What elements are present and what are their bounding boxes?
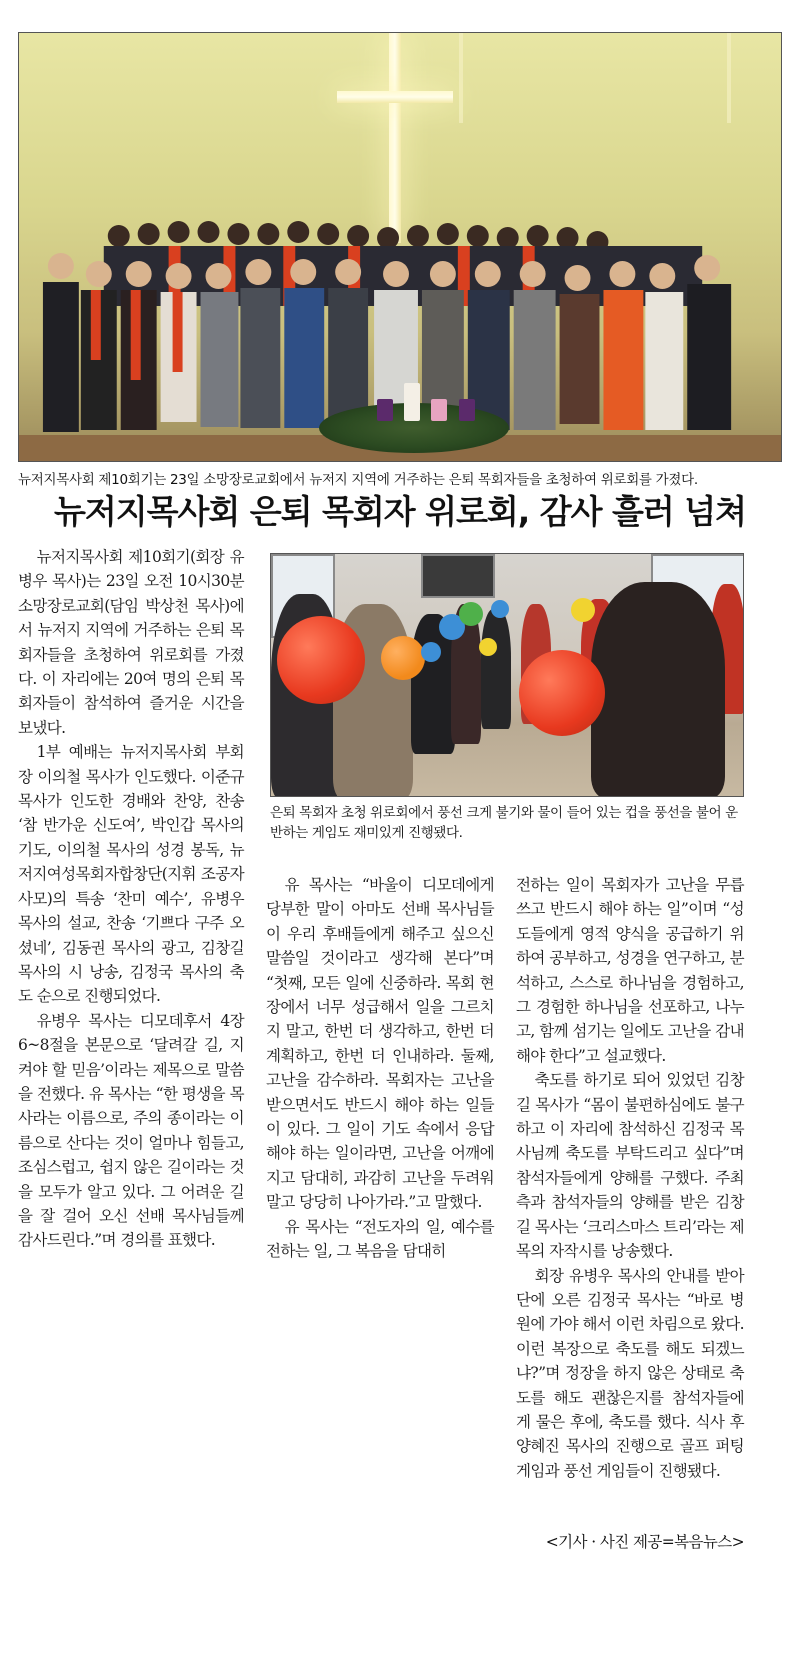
balloon-yellow bbox=[479, 638, 497, 656]
illuminated-cross-bar bbox=[337, 91, 453, 103]
wall-trim bbox=[459, 33, 463, 123]
group-photo bbox=[18, 32, 782, 462]
illuminated-cross bbox=[389, 33, 401, 243]
balloon-red bbox=[519, 650, 605, 736]
balloon-green bbox=[459, 602, 483, 626]
paragraph: 전하는 일이 목회자가 고난을 무릅쓰고 반드시 해야 하는 일”이며 “성도들에게 영적 양식을 공급하기 위하여 공부하고, 성경을 연구하고, 분석하고, 스스로 하나님을 경험하고, 그 경험한 하나님을 선포하고, 나누고, 함께 섬기는 일에도 고난을 감내해야 한다”고 설교했다. bbox=[516, 876, 744, 1065]
balloon-blue bbox=[491, 600, 509, 618]
article-headline: 뉴저지목사회 은퇴 목회자 위로회, 감사 흘러 넘쳐 bbox=[53, 492, 747, 531]
balloon-game-photo bbox=[270, 553, 744, 797]
paragraph: 1부 예배는 뉴저지목사회 부회장 이의철 목사가 인도했다. 이준규 목사가 인도한 경배와 찬양, 찬송 ‘참 반가운 신도여’, 박인갑 목사의 기도, 이의철 목사의 성경 봉독, 뉴저지여성목회자합창단(지휘 조공자 사모)의 특송 ‘찬미 예수’, 유병우 목사의 설교, 찬송 ‘기쁘다 구주 오셨네’, 김동권 목사의 광고, 김창길 목사의 시 낭송, 김정국 목사의 축도 순으로 진행되었다. bbox=[18, 743, 244, 1006]
article-column-2 bbox=[266, 873, 494, 1264]
wall-trim bbox=[727, 33, 731, 123]
photo-caption: 뉴저지목사회 제10회기는 23일 소망장로교회에서 뉴저지 지역에 거주하는 은퇴 목회자들을 초청하여 위로회를 가졌다. bbox=[18, 472, 698, 488]
balloon-red bbox=[277, 616, 365, 704]
balloon-yellow bbox=[571, 598, 595, 622]
balloon-blue bbox=[421, 642, 441, 662]
candle bbox=[404, 383, 420, 421]
article-column-3 bbox=[516, 873, 744, 1483]
paragraph: 유병우 목사는 디모데후서 4장 6~8절을 본문으로 ‘달려갈 길, 지켜야 할 믿음’이라는 제목으로 말씀을 전했다. 유 목사는 “한 평생을 목사라는 이름으로, 주의 종이라는 이름으로 산다는 것이 얼마나 힘들고, 조심스럽고, 쉽지 않은 길이라는 것을 모두가 알고 있다. 그 어려운 길을 잘 걸어 오신 선배 목사님들께 감사드린다.”며 경의를 표했다. bbox=[18, 1011, 244, 1250]
paragraph: 뉴저지목사회 제10회기(회장 유병우 목사)는 23일 오전 10시30분 소망장로교회(담임 박상천 목사)에서 뉴저지 지역에 거주하는 은퇴 목회자들을 초청하여 위로회를 가졌다. 이 자리에는 20여 명의 은퇴 목회자들이 참석하여 즐거운 시간을 보냈다. bbox=[18, 548, 244, 737]
paragraph: 회장 유병우 목사의 안내를 받아 단에 오른 김정국 목사는 “바로 병원에 가야 해서 이런 차림으로 왔다. 이런 복장으로 축도를 해도 되겠느냐?”며 정장을 하지 않은 상태로 축도를 해도 괜찮은지를 참석자들에게 물은 후에, 축도를 했다. 식사 후 양혜진 목사의 진행으로 골프 퍼팅 게임과 풍선 게임들이 진행됐다. bbox=[516, 1266, 744, 1480]
person bbox=[591, 582, 725, 797]
paragraph: 유 목사는 “전도자의 일, 예수를 전하는 일, 그 복음을 담대히 bbox=[266, 1217, 494, 1261]
person bbox=[481, 609, 511, 729]
candle bbox=[459, 399, 475, 421]
paragraph: 축도를 하기로 되어 있었던 김창길 목사가 “몸이 불편하심에도 불구하고 이 자리에 참석하신 김정국 목사님께 축도를 부탁드리고 싶다”며 참석자들에게 양해를 구했다. 주최측과 참석자들의 양해를 받은 김창길 목사는 ‘크리스마스 트리’라는 제목의 자작시를 낭송했다. bbox=[516, 1071, 744, 1261]
candle bbox=[377, 399, 393, 421]
photo-caption: 은퇴 목회자 초청 위로회에서 풍선 크게 불기와 물이 들어 있는 컵을 풍선을 불어 운반하는 게임도 재미있게 진행됐다. bbox=[270, 805, 738, 841]
article-credit: <기사 · 사진 제공=복음뉴스> bbox=[545, 1533, 744, 1551]
article-column-1 bbox=[18, 545, 244, 1253]
tv-screen bbox=[421, 554, 495, 598]
candle bbox=[431, 399, 447, 421]
paragraph: 유 목사는 “바울이 디모데에게 당부한 말이 아마도 선배 목사님들이 우리 후배들에게 해주고 싶으신 말씀일 것이라고 생각해 본다”며 “첫째, 모든 일에 신중하라. 목회 현장에서 너무 성급해서 일을 그르치지 말고, 한번 더 생각하고, 한번 더 계획하고, 한번 더 인내하라. 둘째, 고난을 감수하라. 목회자는 고난을 받으면서도 반드시 해야 하는 일들이 있다. 그 일이 기도 속에서 응답 해야 하는 일이라면, 고난을 어깨에 지고 담대히, 과감히 고난을 두려워 말고 당당히 나아가라.”고 말했다. bbox=[266, 876, 494, 1212]
balloon-orange bbox=[381, 636, 425, 680]
